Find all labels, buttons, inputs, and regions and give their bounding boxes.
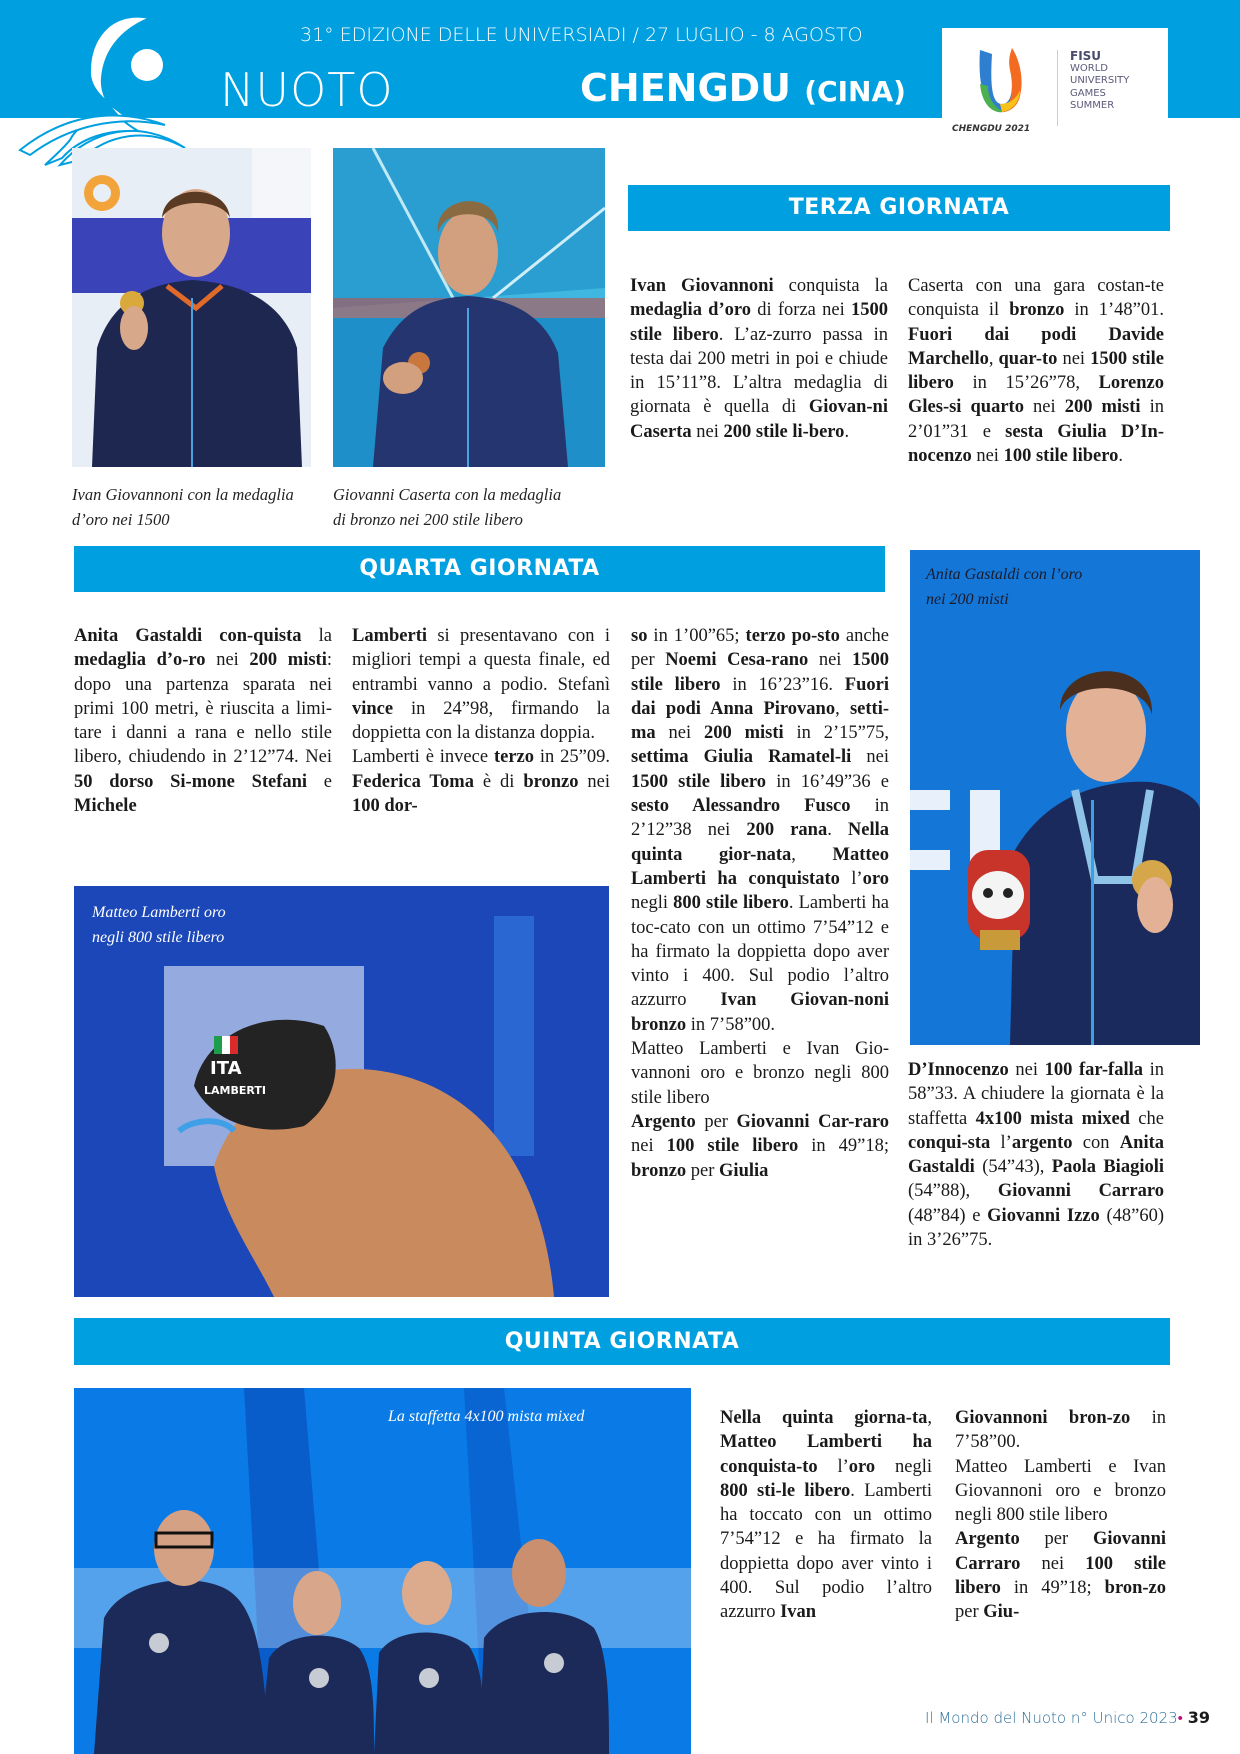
text-run: in 49”18; (1000, 1578, 1105, 1599)
bold-run: bron-zo (1104, 1578, 1166, 1599)
caption-line: Matteo Lamberti oro (92, 904, 226, 921)
quinta-column-2 (955, 1406, 1166, 1625)
caption-relay: La staffetta 4x100 mista mixed (388, 1408, 585, 1425)
bold-run: Ivan Giovannoni (630, 276, 774, 296)
caserta-photo-illustration (333, 148, 605, 467)
bold-run: quar-to (998, 348, 1058, 369)
text-run: nei (808, 650, 852, 671)
bold-run: oro (862, 868, 889, 889)
caption-line: Giovanni Caserta con la medaglia (333, 485, 562, 504)
caption-line: di bronzo nei 200 stile libero (333, 510, 523, 529)
bold-run: Matteo Lamberti ha conquista-to (720, 1432, 932, 1477)
bold-run: Giu- (983, 1602, 1020, 1623)
edition-line: 31° EDIZIONE DELLE UNIVERSIADI / 27 LUGLIO - 8 AGOSTO (300, 24, 863, 46)
terza-column-2 (908, 274, 1164, 468)
bold-run: Giovan-ni Caserta (630, 397, 888, 442)
text-run: : dopo una partenza sparata nei primi 100 metri, è riuscita a limi-tare i danni a rana e nello stile libero, chiudendo in 2’12”74. Nei (74, 650, 332, 768)
bold-run: 1500 stile libero (631, 771, 767, 792)
text-run: in 2’12”38 nei (631, 796, 889, 841)
bold-run: Ivan (780, 1602, 817, 1623)
caption-line: Ivan Giovannoni con la medaglia (72, 485, 294, 504)
quarta-column-3 (631, 624, 889, 1183)
paragraph (955, 1406, 1166, 1455)
bold-run: 1500 stile libero (908, 348, 1164, 394)
bold-run: Nella quinta gior-nata (631, 820, 890, 865)
bold-run: Fuori dai podi Anna Pirovano (631, 674, 889, 719)
bold-run: sesto Alessandro Fusco (631, 796, 851, 817)
text-run: . (844, 421, 850, 442)
text-run: . Lamberti ha toc-cato con un ottimo 7’54”12 e ha firmato la doppietta dopo aver vinto i 400. Sul podio l’altro azzurro (631, 893, 890, 1011)
logo-caption: CHENGDU 2021 (952, 124, 1031, 134)
text-run: nei (1020, 1553, 1086, 1574)
bold-run: oro (848, 1456, 876, 1477)
text-run: è di (473, 771, 524, 792)
text-run: per (695, 1111, 737, 1132)
paragraph (352, 624, 610, 745)
terza-column-1 (630, 274, 888, 444)
fisu-line: SUMMER (1070, 100, 1115, 111)
bold-run: 100 stile libero (955, 1553, 1166, 1599)
text-run: nei (578, 771, 610, 792)
bold-run: Noemi Cesa-rano (665, 650, 809, 671)
text-run: nei (851, 747, 889, 768)
bold-run: 100 far-falla (1044, 1060, 1143, 1080)
text-run: per (686, 1160, 720, 1181)
caption-line: d’oro nei 1500 (72, 510, 170, 529)
caption-caserta (333, 482, 613, 532)
text-run: . L’az-zurro passa in testa dai 200 metri in poi e chiude in 15’11”8. L’altra medaglia di giornata è quella di (630, 324, 888, 418)
text-run: in 16’23”16. (720, 674, 845, 695)
paragraph (352, 745, 610, 818)
section-header-terza: TERZA GIORNATA (628, 185, 1170, 231)
chengdu-u-logo-icon (972, 40, 1032, 120)
bold-run: Matteo Lamberti ha conquistato (631, 844, 889, 889)
text-run: (48”84) e (908, 1205, 988, 1226)
relay-photo-illustration (74, 1388, 691, 1754)
text-run: . (1118, 446, 1123, 467)
photo-giovannoni (72, 148, 311, 467)
text-run: nei (655, 723, 704, 744)
text-run: , (988, 348, 999, 369)
bold-run: sesta Giulia D’In-nocenzo (908, 421, 1164, 467)
text-run: l’ (839, 868, 863, 889)
text-run: conquista la (773, 276, 888, 296)
text-run: in 7’58”00. (955, 1408, 1166, 1453)
text-run: nei (1008, 1060, 1045, 1080)
text-run: nei (971, 446, 1004, 467)
photo-relay (74, 1388, 691, 1754)
text-run: , (835, 698, 850, 719)
bold-run: vince (352, 698, 394, 719)
text-run: in 25”09. (534, 747, 610, 768)
bold-run: 1500 stile libero (631, 650, 889, 695)
section-header-quarta: QUARTA GIORNATA (74, 546, 885, 592)
bold-run: 200 misti (703, 723, 784, 744)
paragraph (955, 1527, 1166, 1624)
fisu-text (1070, 50, 1129, 113)
bold-run: Federica Toma (352, 771, 474, 792)
paragraph (631, 624, 889, 1037)
bold-run: so (631, 626, 648, 646)
text-run: in 2’01”31 e (908, 397, 1165, 442)
bold-run: 100 stile libero (666, 1136, 799, 1157)
paragraph (631, 1110, 889, 1183)
bold-run: Michele (74, 796, 137, 817)
text-run: nei (631, 1136, 667, 1157)
text-run: nei (1023, 397, 1065, 418)
photo-lamberti (74, 886, 609, 1297)
footer-separator: • (1177, 1709, 1183, 1727)
bold-run: Ivan Giovan-noni bronzo (631, 990, 889, 1035)
text-run: di forza nei (751, 300, 851, 321)
text-run: l’ (990, 1132, 1012, 1153)
bold-run: bronzo (1009, 300, 1065, 321)
cap-country: ITA (210, 1058, 242, 1079)
bold-run: 100 dor- (352, 796, 418, 817)
text-run: Lamberti è invece (352, 747, 494, 768)
bold-run: 50 dorso Si-mone Stefani (74, 771, 308, 792)
text-run: Matteo Lamberti e Ivan Gio-vannoni oro e bronzo negli 800 stile libero (631, 1039, 889, 1108)
text-run: e (307, 771, 332, 792)
text-run: in 1’48”01. (1064, 300, 1164, 321)
bold-run: Giovanni Carraro (997, 1181, 1164, 1202)
bold-run: medaglia d’oro (630, 300, 752, 321)
country-name: (CINA) (804, 75, 906, 108)
text-run: per (955, 1602, 984, 1623)
fisu-line: WORLD (1070, 62, 1108, 74)
quarta-column-2 (352, 624, 610, 818)
caption-lamberti (92, 900, 226, 950)
fisu-line: FISU (1070, 49, 1102, 63)
text-run: in 2’15”75, (783, 723, 889, 744)
caption-giovannoni (72, 482, 312, 532)
bold-run: Giovannoni bron-zo (955, 1408, 1131, 1428)
bold-run: terzo po-sto (745, 626, 840, 646)
swimmer-logo-icon (0, 0, 250, 170)
bold-run: Anita Gastaldi (908, 1132, 1164, 1178)
bold-run: Paola Biagioli (1051, 1157, 1164, 1178)
text-run: Caserta con una gara costan-te conquista il (908, 276, 1164, 321)
bold-run: 200 misti (1064, 397, 1141, 418)
text-run: negli (631, 893, 674, 914)
bold-run: Lamberti (352, 626, 428, 646)
bold-run: Argento (631, 1111, 696, 1132)
publication-name: Il Mondo del Nuoto n° Unico 2023 (925, 1709, 1178, 1727)
quinta-column-1 (720, 1406, 932, 1625)
bold-run: Giovanni Izzo (987, 1205, 1100, 1226)
fisu-line: GAMES (1070, 87, 1106, 99)
text-run: in 16’49”36 e (766, 771, 889, 792)
page-footer (925, 1708, 1210, 1727)
text-run: Matteo Lamberti e Ivan Giovannoni oro e bronzo negli 800 stile libero (955, 1456, 1166, 1526)
section-title: NUOTO (220, 63, 394, 117)
bold-run: 4x100 mista mixed (975, 1108, 1130, 1129)
text-run: con (1072, 1132, 1120, 1153)
paragraph (955, 1455, 1166, 1528)
logo-divider (1057, 50, 1058, 126)
text-run: negli (875, 1456, 932, 1477)
quarta-column-4 (908, 1058, 1164, 1252)
page-number: 39 (1187, 1708, 1210, 1727)
bold-run: 200 misti (249, 650, 327, 671)
bold-run: setti-ma (631, 698, 890, 744)
text-run: si presentavano con i migliori tempi a questa finale, ed entrambi vanno a podio. Stefanì (352, 626, 610, 695)
bold-run: 1500 stile libero (630, 300, 888, 345)
bold-run: 200 stile li-bero (723, 421, 845, 442)
bold-run: bronzo (631, 1160, 687, 1181)
quarta-column-1 (74, 624, 332, 818)
bold-run: medaglia d’o-ro (74, 650, 206, 671)
text-run: , (927, 1408, 932, 1428)
text-run: la (301, 626, 332, 646)
text-run: in 7’58”00. (686, 1014, 776, 1035)
paragraph (631, 1037, 889, 1110)
text-run: (48”60) in 3’26”75. (908, 1205, 1164, 1251)
bold-run: Nella quinta giorna-ta (720, 1408, 928, 1428)
text-run: in 24”98, firmando la doppietta con la distanza doppia. (352, 698, 610, 744)
bold-run: D’Innocenzo (908, 1060, 1009, 1080)
caption-line: Anita Gastaldi con l’oro (926, 566, 1083, 583)
text-run: in 58”33. A chiudere la giornata è la staffetta (908, 1060, 1164, 1129)
text-run: in 1’00”65; (647, 626, 746, 646)
bold-run: 200 rana (746, 820, 828, 841)
bold-run: argento (1011, 1132, 1073, 1153)
bold-run: Giovanni Carraro (955, 1529, 1166, 1574)
bold-run: settima Giulia Ramatel-li (631, 747, 852, 768)
text-run: . Lamberti ha toccato con un ottimo 7’54”12 e ha firmato la doppietta dopo aver vinto i 400. Sul podio l’altro azzurro (720, 1480, 932, 1623)
bold-run: Giulia (719, 1160, 769, 1181)
photo-caserta (333, 148, 605, 467)
chengdu-fisu-logo (942, 28, 1168, 148)
caption-line: nei 200 misti (926, 591, 1009, 608)
bold-run: Giovanni Car-raro (736, 1111, 889, 1132)
section-header-quinta: QUINTA GIORNATA (74, 1318, 1170, 1365)
cap-name: LAMBERTI (204, 1084, 266, 1097)
fisu-line: UNIVERSITY (1070, 75, 1130, 86)
caption-line: negli 800 stile libero (92, 929, 225, 946)
bold-run: 800 stile libero (673, 893, 789, 914)
bold-run: 100 stile libero (1003, 446, 1119, 467)
text-run: per (1019, 1529, 1093, 1550)
text-run: , (791, 844, 833, 865)
bold-run: Argento (955, 1529, 1020, 1550)
text-run: nei (1057, 348, 1091, 369)
text-run: . (827, 820, 848, 841)
text-run: (54”88), (908, 1181, 998, 1202)
text-run: (54”43), (974, 1157, 1052, 1178)
city-name: CHENGDU (580, 66, 792, 110)
text-run: anche per (631, 626, 890, 671)
giovannoni-photo-illustration (72, 148, 311, 467)
photo-gastaldi (910, 550, 1200, 1045)
bold-run: terzo (493, 747, 534, 768)
caption-gastaldi (926, 562, 1082, 612)
bold-run: Fuori dai podi Davide Marchello (908, 324, 1164, 369)
host-city (580, 66, 906, 110)
text-run: nei (691, 421, 724, 442)
text-run: l’ (817, 1456, 849, 1477)
bold-run: 800 sti-le libero (720, 1480, 851, 1501)
text-run: in 15’26”78, (953, 373, 1099, 394)
bold-run: Anita Gastaldi con-quista (74, 626, 302, 646)
gastaldi-photo-illustration (910, 550, 1200, 1045)
bold-run: Lorenzo Gles-si quarto (908, 373, 1164, 418)
text-run: che (1129, 1108, 1164, 1129)
bold-run: bronzo (523, 771, 579, 792)
text-run: in 49”18; (798, 1136, 889, 1157)
bold-run: conqui-sta (908, 1132, 991, 1153)
text-run: nei (205, 650, 250, 671)
